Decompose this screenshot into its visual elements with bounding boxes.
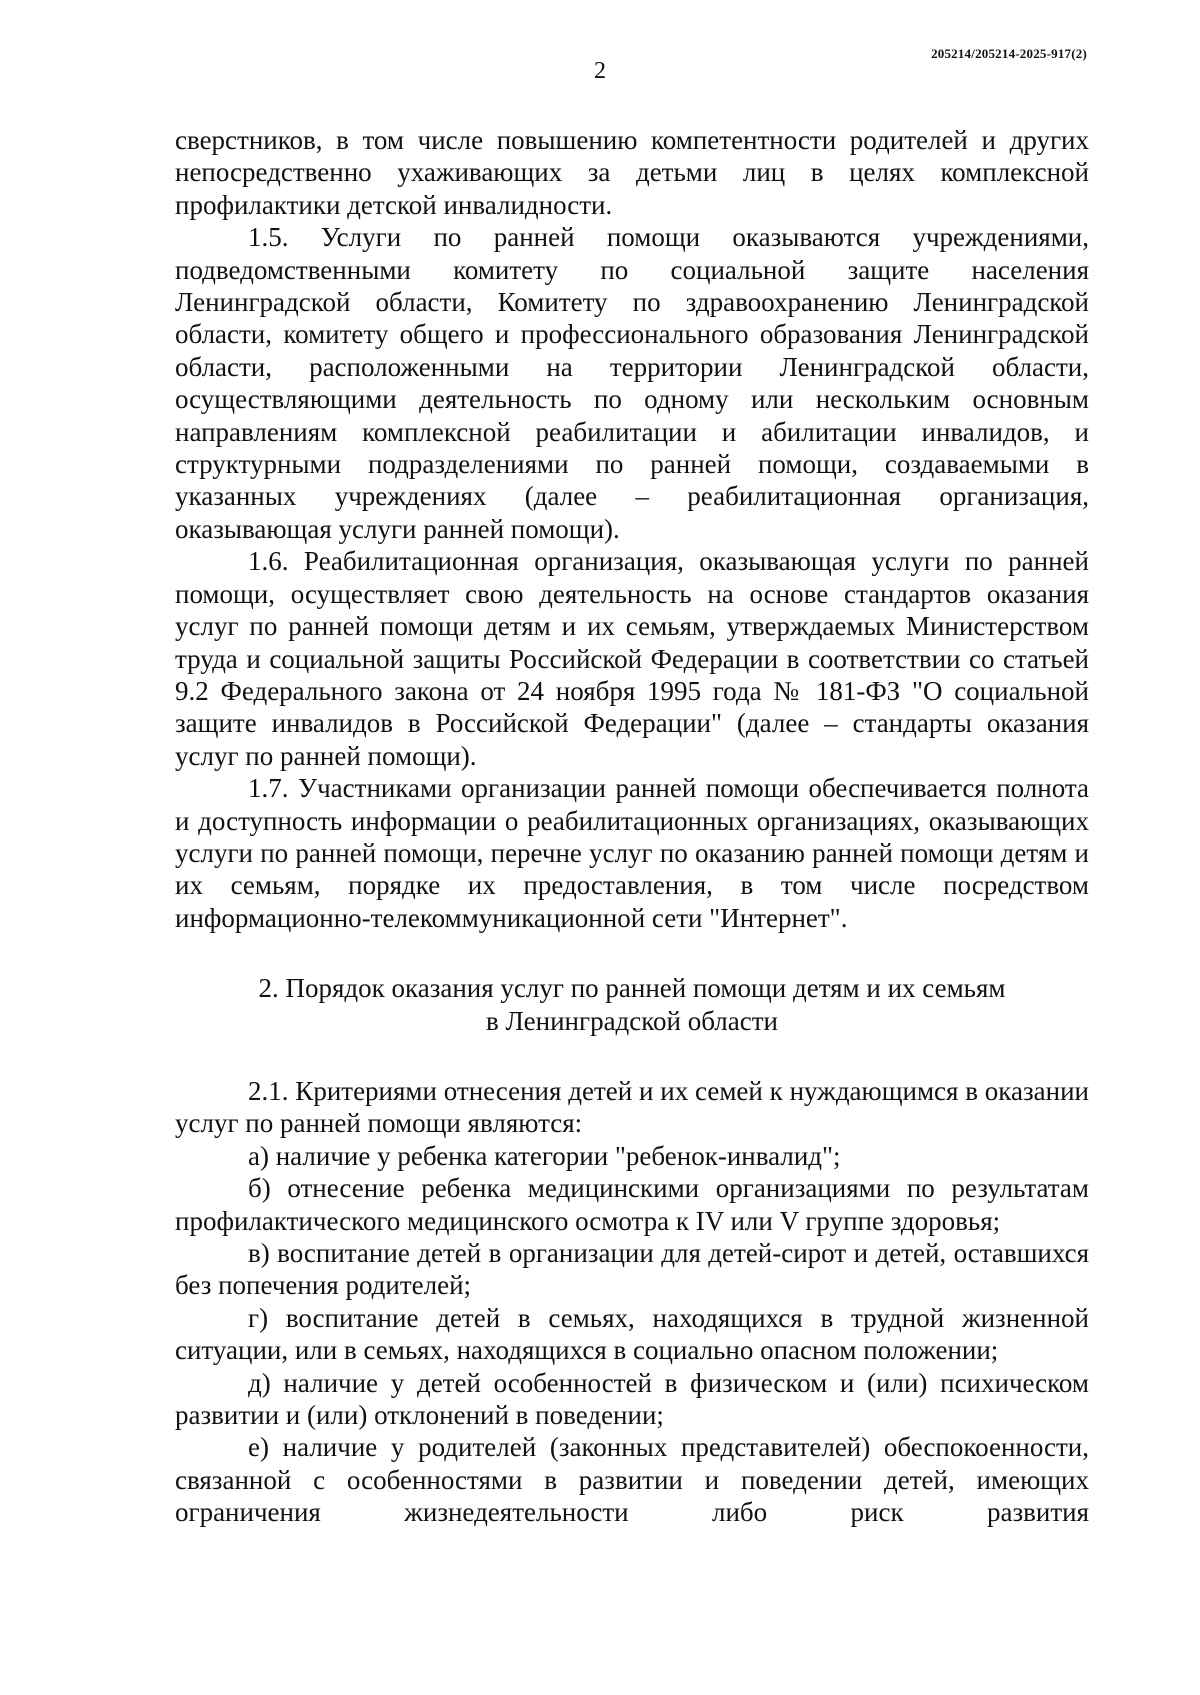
paragraph-1-5: 1.5. Услуги по ранней помощи оказываются учреждениями, подведомственными комитету по социальной защите населения Ленинградской области, Комитету по здравоохранению Ленинградской области, комитету общего и профессионального образования Ленинградской области, расположенными на территории Ленинградской области, осуществляющими деятельность по одному или нескольким основным направлениям комплексной реабилитации и абилитации инвалидов, и структурными подразделениями по ранней помощи, создаваемыми в указанных учреждениях (далее – реабилитационная организация, оказывающая услуги ранней помощи). bbox=[175, 222, 1089, 544]
paragraph-1-7: 1.7. Участниками организации ранней помощи обеспечивается полнота и доступность информации о реабилитационных организациях, оказывающих услуги по ранней помощи, перечне услуг по оказанию ранней помощи детям и их семьям, порядке их предоставления, в том числе посредством информационно-телекоммуникационной сети "Интернет". bbox=[175, 773, 1089, 933]
section-2-heading-line-1: 2. Порядок оказания услуг по ранней помощи детям и их семьям bbox=[258, 973, 1006, 1004]
paragraph-1-6: 1.6. Реабилитационная организация, оказывающая услуги по ранней помощи, осуществляет свою деятельность на основе стандартов оказания услуг по ранней помощи детям и их семьям, утверждаемых Министерством труда и социальной защиты Российской Федерации в соответствии со статьей 9.2 Федерального закона от 24 ноября 1995 года № 181-ФЗ "О социальной защите инвалидов в Российской Федерации" (далее – стандарты оказания услуг по ранней помощи). bbox=[175, 546, 1089, 771]
section-2-heading-line-2: в Ленинградской области bbox=[486, 1005, 778, 1036]
list-item-d: д) наличие у детей особенностей в физическом и (или) психическом развитии и (или) отклонений в поведении; bbox=[175, 1367, 1089, 1431]
page-number: 2 bbox=[594, 58, 606, 84]
document-id: 205214/205214-2025-917(2) bbox=[931, 46, 1087, 61]
list-item-e: е) наличие у родителей (законных представителей) обеспокоенности, связанной с особенностями в развитии и поведении детей, имеющих ограничения жизнедеятельности либо риск развития bbox=[175, 1432, 1089, 1528]
list-item-b: б) отнесение ребенка медицинскими организациями по результатам профилактического медицинского осмотра к IV или V группе здоровья; bbox=[175, 1173, 1089, 1236]
document-body bbox=[175, 124, 1089, 1529]
section-2-heading bbox=[175, 934, 1089, 1075]
paragraph-continuation: сверстников, в том числе повышению компетентности родителей и других непосредственно ухаживающих за детьми лиц в целях комплексной профилактики детской инвалидности. bbox=[175, 125, 1089, 220]
list-item-v: в) воспитание детей в организации для детей-сирот и детей, оставшихся без попечения родителей; bbox=[175, 1238, 1089, 1301]
paragraph-2-1: 2.1. Критериями отнесения детей и их семей к нуждающимся в оказании услуг по ранней помощи являются: bbox=[175, 1075, 1089, 1139]
list-item-g: г) воспитание детей в семьях, находящихся в трудной жизненной ситуации, или в семьях, находящихся в социально опасном положении; bbox=[175, 1302, 1089, 1366]
list-item-a: а) наличие у ребенка категории "ребенок-инвалид"; bbox=[248, 1140, 841, 1171]
